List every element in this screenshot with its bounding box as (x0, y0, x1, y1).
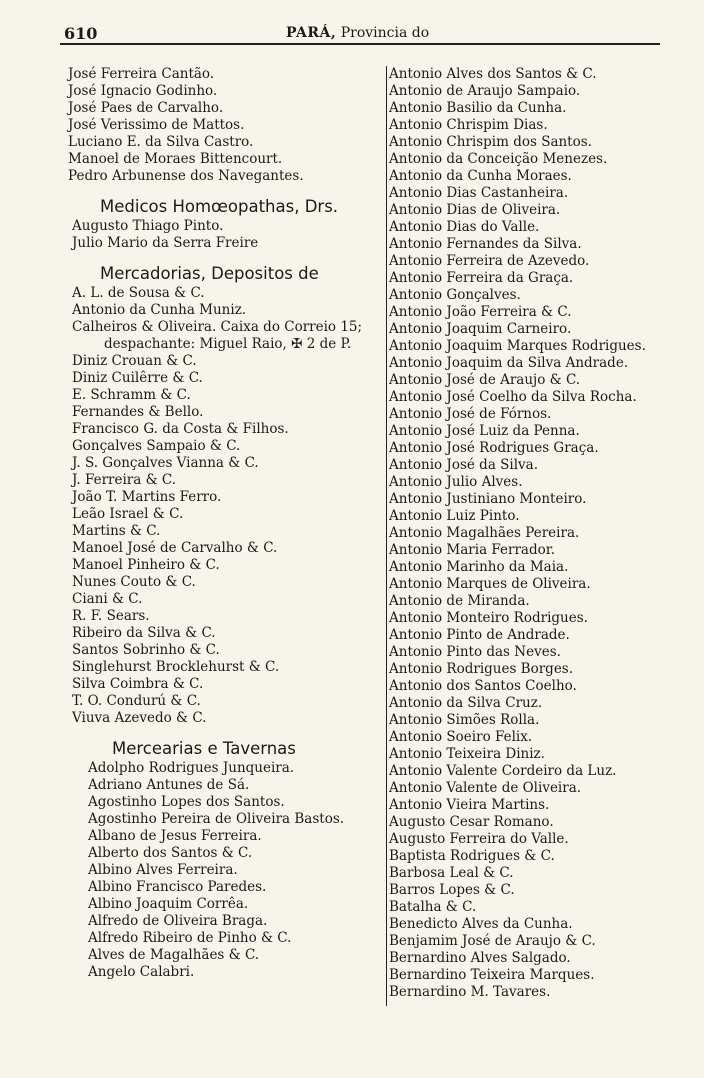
list-entry: Antonio Ferreira de Azevedo. (389, 253, 590, 269)
list-entry: Fernandes & Bello. (72, 404, 204, 420)
list-entry: Antonio dos Santos Coelho. (389, 678, 577, 694)
list-entry: E. Schramm & C. (72, 387, 191, 403)
list-entry: Santos Sobrinho & C. (72, 642, 220, 658)
list-entry: Antonio Fernandes da Silva. (389, 236, 582, 252)
list-entry: Manoel de Moraes Bittencourt. (68, 151, 283, 167)
list-entry: T. O. Condurú & C. (72, 693, 201, 709)
list-entry: Alves de Magalhães & C. (88, 947, 260, 963)
list-entry: Antonio Vieira Martins. (389, 797, 550, 813)
list-entry: Antonio João Ferreira & C. (389, 304, 572, 320)
left-column (68, 66, 386, 981)
list-entry: Viuva Azevedo & C. (72, 710, 207, 726)
list-entry: Antonio da Cunha Muniz. (72, 302, 247, 318)
list-entry: Barbosa Leal & C. (389, 865, 514, 881)
homoeopathas-list (68, 218, 386, 252)
list-entry: Julio Mario da Serra Freire (72, 235, 259, 251)
mercadorias-list (68, 285, 386, 727)
list-entry: Antonio Teixeira Diniz. (389, 746, 545, 762)
list-entry: Albano de Jesus Ferreira. (88, 828, 262, 844)
list-entry: Manoel Pinheiro & C. (72, 557, 220, 573)
section-heading-homoeopathas: Medicos Homœopathas, Drs. (100, 197, 339, 216)
list-entry: Batalha & C. (389, 899, 477, 915)
list-entry: Antonio José da Silva. (389, 457, 539, 473)
list-entry: Baptista Rodrigues & C. (389, 848, 555, 864)
list-entry: Antonio Chrispim Dias. (389, 117, 548, 133)
list-entry: Albino Alves Ferreira. (88, 862, 238, 878)
list-entry: Antonio Chrispim dos Santos. (389, 134, 592, 150)
list-entry: Albino Francisco Paredes. (88, 879, 267, 895)
list-entry: José Ferreira Cantão. (68, 66, 215, 82)
list-entry: Gonçalves Sampaio & C. (72, 438, 241, 454)
list-entry: Antonio José Rodrigues Graça. (389, 440, 599, 456)
list-entry: Antonio Monteiro Rodrigues. (389, 610, 588, 626)
list-entry: Pedro Arbunense dos Navegantes. (68, 168, 304, 184)
list-entry: Antonio Joaquim Marques Rodrigues. (389, 338, 646, 354)
list-entry: João T. Martins Ferro. (72, 489, 222, 505)
list-entry: Antonio Basilio da Cunha. (389, 100, 567, 116)
list-entry: Ribeiro da Silva & C. (72, 625, 216, 641)
list-entry: Bernardino Teixeira Marques. (389, 967, 595, 983)
list-entry: Alfredo de Oliveira Braga. (88, 913, 268, 929)
list-entry: Albino Joaquim Corrêa. (88, 896, 249, 912)
list-entry: Antonio Dias do Valle. (389, 219, 540, 235)
running-title-rest: Provincia do (340, 25, 430, 41)
list-entry: Nunes Couto & C. (72, 574, 196, 590)
list-entry: Adolpho Rodrigues Junqueira. (88, 760, 295, 776)
list-entry: Antonio Marques de Oliveira. (389, 576, 591, 592)
list-entry: Diniz Crouan & C. (72, 353, 197, 369)
list-entry: Alfredo Ribeiro de Pinho & C. (88, 930, 292, 946)
list-entry: Bernardino Alves Salgado. (389, 950, 571, 966)
header-rule (60, 43, 660, 45)
list-entry: Antonio Maria Ferrador. (389, 542, 556, 558)
section-heading-mercearias: Mercearias e Tavernas (112, 739, 296, 758)
list-entry: Antonio de Miranda. (389, 593, 530, 609)
list-entry: Antonio José de Araujo & C. (389, 372, 581, 388)
list-entry: Manoel José de Carvalho & C. (72, 540, 278, 556)
list-entry: Bernardino M. Tavares. (389, 984, 551, 1000)
list-entry: Benjamim José de Araujo & C. (389, 933, 596, 949)
list-entry: Antonio José de Fórnos. (389, 406, 552, 422)
list-entry: José Ignacio Godinho. (68, 83, 218, 99)
list-entry: Antonio Rodrigues Borges. (389, 661, 574, 677)
list-entry: Antonio Justiniano Monteiro. (389, 491, 587, 507)
list-entry: Benedicto Alves da Cunha. (389, 916, 573, 932)
list-entry: Antonio Alves dos Santos & C. (389, 66, 597, 82)
list-entry: Francisco G. da Costa & Filhos. (72, 421, 289, 437)
list-entry: Antonio da Cunha Moraes. (389, 168, 572, 184)
list-entry: Antonio Ferreira da Graça. (389, 270, 574, 286)
list-entry: Antonio José Coelho da Silva Rocha. (389, 389, 637, 405)
list-entry: R. F. Sears. (72, 608, 150, 624)
list-entry: Antonio Soeiro Felix. (389, 729, 533, 745)
list-entry: Antonio Simões Rolla. (389, 712, 540, 728)
list-entry: Agostinho Lopes dos Santos. (88, 794, 285, 810)
list-entry: Antonio Pinto das Neves. (389, 644, 561, 660)
list-entry: J. Ferreira & C. (72, 472, 177, 488)
list-entry: Leão Israel & C. (72, 506, 184, 522)
list-entry: Antonio Magalhães Pereira. (389, 525, 580, 541)
list-entry: Augusto Thiago Pinto. (72, 218, 224, 234)
list-entry: Augusto Cesar Romano. (389, 814, 554, 830)
list-entry: Antonio da Silva Cruz. (389, 695, 543, 711)
list-entry: Calheiros & Oliveira. Caixa do Correio 15; (72, 319, 363, 335)
list-entry: Antonio Julio Alves. (389, 474, 523, 490)
running-title (286, 25, 429, 41)
running-title-bold: PARÁ, (286, 25, 337, 41)
list-entry: Angelo Calabri. (88, 964, 195, 980)
list-entry: Antonio Gonçalves. (389, 287, 521, 303)
list-entry: Martins & C. (72, 523, 161, 539)
list-entry: Antonio Luiz Pinto. (389, 508, 520, 524)
list-entry: José Verissimo de Mattos. (68, 117, 245, 133)
list-entry: Antonio Dias de Oliveira. (389, 202, 561, 218)
list-entry: Luciano E. da Silva Castro. (68, 134, 254, 150)
list-entry: Agostinho Pereira de Oliveira Bastos. (88, 811, 345, 827)
list-entry: Antonio José Luiz da Penna. (389, 423, 580, 439)
list-entry: Antonio Joaquim Carneiro. (389, 321, 572, 337)
list-entry: Antonio Pinto de Andrade. (389, 627, 570, 643)
list-entry: Silva Coimbra & C. (72, 676, 204, 692)
list-entry: Antonio Valente de Oliveira. (389, 780, 582, 796)
page-number: 610 (64, 24, 98, 43)
list-entry: J. S. Gonçalves Vianna & C. (72, 455, 259, 471)
list-entry: Antonio de Araujo Sampaio. (389, 83, 581, 99)
list-entry: Antonio Marinho da Maia. (389, 559, 569, 575)
section-heading-mercadorias: Mercadorias, Depositos de (100, 264, 319, 283)
list-entry: Singlehurst Brocklehurst & C. (72, 659, 280, 675)
list-entry: Ciani & C. (72, 591, 143, 607)
list-entry: Augusto Ferreira do Valle. (389, 831, 569, 847)
list-entry: Adriano Antunes de Sá. (88, 777, 250, 793)
list-entry: Antonio Valente Cordeiro da Luz. (389, 763, 617, 779)
list-entry: Barros Lopes & C. (389, 882, 515, 898)
right-entries-list (387, 66, 677, 1001)
list-entry: Antonio Joaquim da Silva Andrade. (389, 355, 629, 371)
list-entry: José Paes de Carvalho. (68, 100, 224, 116)
list-entry: A. L. de Sousa & C. (72, 285, 205, 301)
list-entry: Alberto dos Santos & C. (88, 845, 253, 861)
list-entry: Antonio da Conceição Menezes. (389, 151, 608, 167)
list-entry: Antonio Dias Castanheira. (389, 185, 569, 201)
right-column (386, 66, 677, 1006)
mercearias-list (68, 760, 386, 981)
list-entry: despachante: Miguel Raio, ✠ 2 de P. (104, 336, 352, 352)
top-entries-list (68, 66, 386, 185)
list-entry: Diniz Cuilêrre & C. (72, 370, 203, 386)
